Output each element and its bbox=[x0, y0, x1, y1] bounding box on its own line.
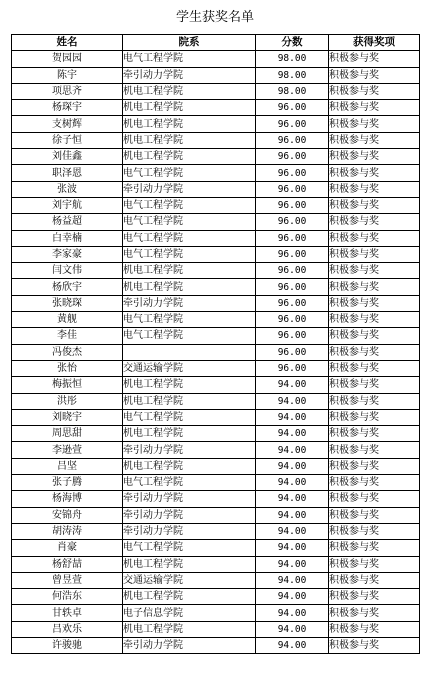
table-row bbox=[12, 523, 420, 539]
cell-award: 积极参与奖 bbox=[329, 458, 420, 474]
cell-college: 电气工程学院 bbox=[123, 246, 256, 262]
cell-college: 牵引动力学院 bbox=[123, 67, 256, 83]
table-row bbox=[12, 132, 420, 148]
cell-name: 杨琛宇 bbox=[12, 100, 123, 116]
cell-college: 牵引动力学院 bbox=[123, 523, 256, 539]
cell-score: 96.00 bbox=[256, 295, 329, 311]
cell-award: 积极参与奖 bbox=[329, 116, 420, 132]
table-row bbox=[12, 491, 420, 507]
cell-college: 机电工程学院 bbox=[123, 458, 256, 474]
table-row bbox=[12, 556, 420, 572]
cell-score: 94.00 bbox=[256, 507, 329, 523]
table-row bbox=[12, 409, 420, 425]
table-row bbox=[12, 637, 420, 653]
cell-award: 积极参与奖 bbox=[329, 360, 420, 376]
cell-name: 曾昱萱 bbox=[12, 572, 123, 588]
cell-award: 积极参与奖 bbox=[329, 181, 420, 197]
cell-score: 96.00 bbox=[256, 360, 329, 376]
cell-college: 机电工程学院 bbox=[123, 393, 256, 409]
cell-score: 94.00 bbox=[256, 491, 329, 507]
table-row bbox=[12, 263, 420, 279]
cell-award: 积极参与奖 bbox=[329, 409, 420, 425]
table-row bbox=[12, 279, 420, 295]
cell-score: 96.00 bbox=[256, 246, 329, 262]
awards-table bbox=[11, 34, 420, 654]
cell-college: 电气工程学院 bbox=[123, 165, 256, 181]
cell-college: 牵引动力学院 bbox=[123, 181, 256, 197]
table-row bbox=[12, 67, 420, 83]
cell-score: 96.00 bbox=[256, 165, 329, 181]
cell-name: 洪彤 bbox=[12, 393, 123, 409]
cell-college bbox=[123, 344, 256, 360]
cell-college: 电气工程学院 bbox=[123, 475, 256, 491]
cell-award: 积极参与奖 bbox=[329, 393, 420, 409]
cell-college: 电气工程学院 bbox=[123, 312, 256, 328]
cell-award: 积极参与奖 bbox=[329, 263, 420, 279]
table-row bbox=[12, 181, 420, 197]
table-row bbox=[12, 51, 420, 67]
table-row bbox=[12, 246, 420, 262]
cell-college: 机电工程学院 bbox=[123, 556, 256, 572]
cell-score: 96.00 bbox=[256, 116, 329, 132]
cell-name: 支树辉 bbox=[12, 116, 123, 132]
cell-name: 李佳 bbox=[12, 328, 123, 344]
cell-name: 张子腾 bbox=[12, 475, 123, 491]
cell-name: 刘晓宇 bbox=[12, 409, 123, 425]
table-row bbox=[12, 442, 420, 458]
table-row bbox=[12, 475, 420, 491]
cell-award: 积极参与奖 bbox=[329, 67, 420, 83]
header-row bbox=[12, 35, 420, 51]
cell-name: 张晓琛 bbox=[12, 295, 123, 311]
header-name: 姓名 bbox=[12, 35, 123, 51]
cell-award: 积极参与奖 bbox=[329, 540, 420, 556]
cell-award: 积极参与奖 bbox=[329, 100, 420, 116]
cell-college: 机电工程学院 bbox=[123, 279, 256, 295]
cell-name: 李家豪 bbox=[12, 246, 123, 262]
cell-award: 积极参与奖 bbox=[329, 246, 420, 262]
cell-award: 积极参与奖 bbox=[329, 165, 420, 181]
cell-college: 牵引动力学院 bbox=[123, 442, 256, 458]
cell-award: 积极参与奖 bbox=[329, 214, 420, 230]
cell-name: 吕坚 bbox=[12, 458, 123, 474]
cell-college: 机电工程学院 bbox=[123, 426, 256, 442]
cell-college: 交通运输学院 bbox=[123, 572, 256, 588]
cell-name: 白幸楠 bbox=[12, 230, 123, 246]
cell-award: 积极参与奖 bbox=[329, 475, 420, 491]
cell-college: 机电工程学院 bbox=[123, 621, 256, 637]
cell-score: 96.00 bbox=[256, 344, 329, 360]
header-score: 分数 bbox=[256, 35, 329, 51]
table-row bbox=[12, 197, 420, 213]
cell-name: 冯俊杰 bbox=[12, 344, 123, 360]
table-row bbox=[12, 507, 420, 523]
cell-college: 机电工程学院 bbox=[123, 100, 256, 116]
cell-score: 94.00 bbox=[256, 377, 329, 393]
cell-name: 甘轶卓 bbox=[12, 605, 123, 621]
cell-college: 牵引动力学院 bbox=[123, 507, 256, 523]
cell-score: 94.00 bbox=[256, 605, 329, 621]
table-header bbox=[12, 35, 420, 51]
cell-award: 积极参与奖 bbox=[329, 523, 420, 539]
cell-college: 机电工程学院 bbox=[123, 263, 256, 279]
cell-name: 梅振恒 bbox=[12, 377, 123, 393]
cell-name: 杨海博 bbox=[12, 491, 123, 507]
cell-award: 积极参与奖 bbox=[329, 621, 420, 637]
cell-award: 积极参与奖 bbox=[329, 605, 420, 621]
table-row bbox=[12, 621, 420, 637]
table-row bbox=[12, 458, 420, 474]
table-row bbox=[12, 605, 420, 621]
table-row bbox=[12, 83, 420, 99]
cell-score: 94.00 bbox=[256, 589, 329, 605]
cell-score: 96.00 bbox=[256, 230, 329, 246]
cell-score: 98.00 bbox=[256, 67, 329, 83]
page-title: 学生获奖名单 bbox=[175, 10, 254, 25]
cell-award: 积极参与奖 bbox=[329, 295, 420, 311]
cell-name: 黄舰 bbox=[12, 312, 123, 328]
cell-score: 96.00 bbox=[256, 263, 329, 279]
cell-name: 杨益超 bbox=[12, 214, 123, 230]
cell-name: 刘宇航 bbox=[12, 197, 123, 213]
table-row bbox=[12, 230, 420, 246]
cell-score: 96.00 bbox=[256, 312, 329, 328]
cell-name: 项思齐 bbox=[12, 83, 123, 99]
table-row bbox=[12, 377, 420, 393]
cell-college: 机电工程学院 bbox=[123, 149, 256, 165]
cell-name: 职泽恩 bbox=[12, 165, 123, 181]
cell-name: 周思甜 bbox=[12, 426, 123, 442]
cell-award: 积极参与奖 bbox=[329, 83, 420, 99]
cell-score: 94.00 bbox=[256, 426, 329, 442]
cell-award: 积极参与奖 bbox=[329, 279, 420, 295]
cell-college: 电气工程学院 bbox=[123, 540, 256, 556]
cell-name: 李逊萱 bbox=[12, 442, 123, 458]
cell-score: 94.00 bbox=[256, 442, 329, 458]
cell-name: 张怡 bbox=[12, 360, 123, 376]
cell-score: 96.00 bbox=[256, 197, 329, 213]
cell-award: 积极参与奖 bbox=[329, 377, 420, 393]
cell-college: 牵引动力学院 bbox=[123, 637, 256, 653]
cell-score: 96.00 bbox=[256, 100, 329, 116]
cell-name: 陈宇 bbox=[12, 67, 123, 83]
cell-name: 吕欢乐 bbox=[12, 621, 123, 637]
cell-name: 许骏驰 bbox=[12, 637, 123, 653]
cell-award: 积极参与奖 bbox=[329, 589, 420, 605]
cell-name: 张波 bbox=[12, 181, 123, 197]
cell-award: 积极参与奖 bbox=[329, 491, 420, 507]
cell-award: 积极参与奖 bbox=[329, 442, 420, 458]
cell-score: 96.00 bbox=[256, 214, 329, 230]
cell-college: 牵引动力学院 bbox=[123, 295, 256, 311]
cell-award: 积极参与奖 bbox=[329, 197, 420, 213]
table-row bbox=[12, 149, 420, 165]
cell-score: 96.00 bbox=[256, 132, 329, 148]
cell-score: 94.00 bbox=[256, 621, 329, 637]
cell-college: 交通运输学院 bbox=[123, 360, 256, 376]
cell-college: 机电工程学院 bbox=[123, 377, 256, 393]
table-row bbox=[12, 426, 420, 442]
cell-college: 电气工程学院 bbox=[123, 328, 256, 344]
table-row bbox=[12, 344, 420, 360]
cell-score: 94.00 bbox=[256, 540, 329, 556]
cell-score: 94.00 bbox=[256, 637, 329, 653]
cell-name: 肖豪 bbox=[12, 540, 123, 556]
table-row bbox=[12, 214, 420, 230]
cell-name: 胡涛涛 bbox=[12, 523, 123, 539]
table-row bbox=[12, 295, 420, 311]
cell-college: 电气工程学院 bbox=[123, 214, 256, 230]
cell-name: 贺园园 bbox=[12, 51, 123, 67]
cell-college: 电气工程学院 bbox=[123, 230, 256, 246]
cell-award: 积极参与奖 bbox=[329, 230, 420, 246]
cell-score: 96.00 bbox=[256, 279, 329, 295]
cell-score: 96.00 bbox=[256, 149, 329, 165]
cell-score: 94.00 bbox=[256, 523, 329, 539]
header-award: 获得奖项 bbox=[329, 35, 420, 51]
cell-name: 杨欣宇 bbox=[12, 279, 123, 295]
cell-award: 积极参与奖 bbox=[329, 312, 420, 328]
cell-score: 98.00 bbox=[256, 83, 329, 99]
cell-name: 徐子恒 bbox=[12, 132, 123, 148]
table-row bbox=[12, 100, 420, 116]
table-body bbox=[12, 51, 420, 654]
cell-name: 何浩东 bbox=[12, 589, 123, 605]
table-row bbox=[12, 165, 420, 181]
table-row bbox=[12, 312, 420, 328]
cell-college: 机电工程学院 bbox=[123, 116, 256, 132]
table-row bbox=[12, 589, 420, 605]
cell-award: 积极参与奖 bbox=[329, 507, 420, 523]
cell-award: 积极参与奖 bbox=[329, 344, 420, 360]
cell-name: 刘佳鑫 bbox=[12, 149, 123, 165]
table-row bbox=[12, 360, 420, 376]
header-college: 院系 bbox=[123, 35, 256, 51]
cell-award: 积极参与奖 bbox=[329, 637, 420, 653]
cell-award: 积极参与奖 bbox=[329, 51, 420, 67]
cell-score: 94.00 bbox=[256, 475, 329, 491]
cell-score: 94.00 bbox=[256, 556, 329, 572]
table-row bbox=[12, 393, 420, 409]
cell-college: 牵引动力学院 bbox=[123, 491, 256, 507]
cell-score: 94.00 bbox=[256, 393, 329, 409]
cell-score: 94.00 bbox=[256, 572, 329, 588]
cell-score: 96.00 bbox=[256, 181, 329, 197]
cell-score: 96.00 bbox=[256, 328, 329, 344]
cell-college: 电气工程学院 bbox=[123, 197, 256, 213]
cell-name: 闫文伟 bbox=[12, 263, 123, 279]
cell-college: 电子信息学院 bbox=[123, 605, 256, 621]
cell-name: 杨舒喆 bbox=[12, 556, 123, 572]
table-row bbox=[12, 572, 420, 588]
cell-college: 机电工程学院 bbox=[123, 589, 256, 605]
cell-award: 积极参与奖 bbox=[329, 149, 420, 165]
cell-award: 积极参与奖 bbox=[329, 426, 420, 442]
cell-college: 机电工程学院 bbox=[123, 83, 256, 99]
cell-award: 积极参与奖 bbox=[329, 328, 420, 344]
table-row bbox=[12, 116, 420, 132]
cell-award: 积极参与奖 bbox=[329, 132, 420, 148]
cell-college: 电气工程学院 bbox=[123, 409, 256, 425]
table-row bbox=[12, 328, 420, 344]
cell-award: 积极参与奖 bbox=[329, 556, 420, 572]
cell-score: 94.00 bbox=[256, 409, 329, 425]
cell-name: 安锦舟 bbox=[12, 507, 123, 523]
cell-score: 98.00 bbox=[256, 51, 329, 67]
cell-score: 94.00 bbox=[256, 458, 329, 474]
cell-college: 机电工程学院 bbox=[123, 132, 256, 148]
cell-college: 电气工程学院 bbox=[123, 51, 256, 67]
cell-award: 积极参与奖 bbox=[329, 572, 420, 588]
table-row bbox=[12, 540, 420, 556]
